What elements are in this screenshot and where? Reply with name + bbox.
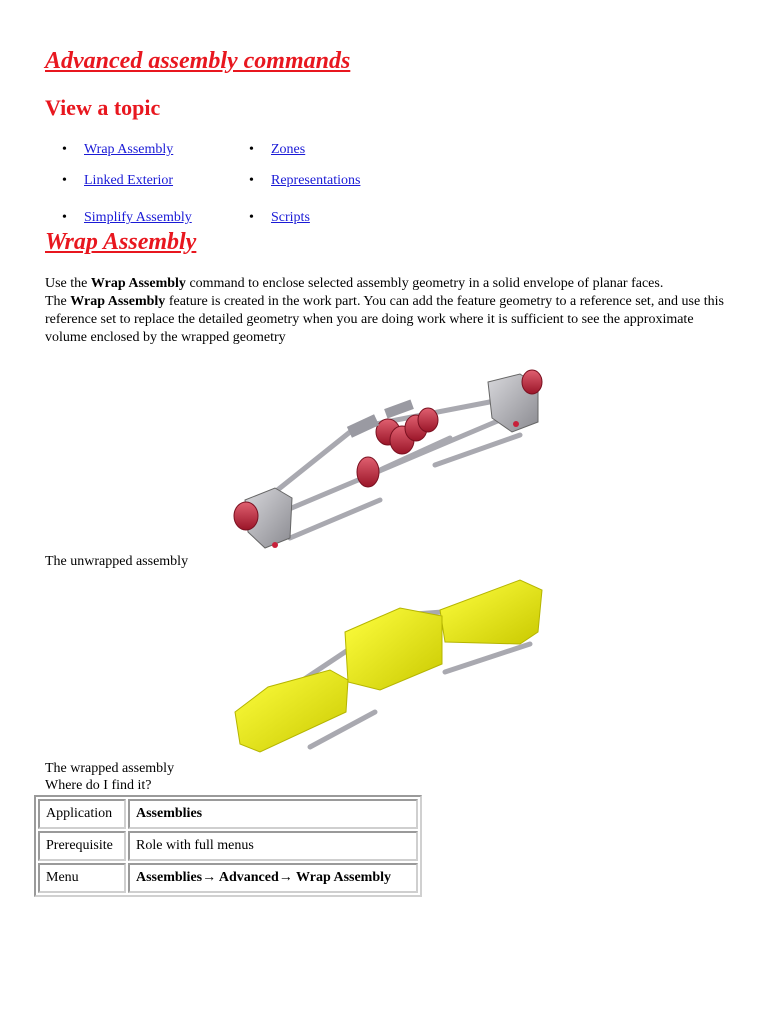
caption-unwrapped: The unwrapped assembly [45,554,189,569]
list-item: • Linked Exterior [62,173,174,188]
topic-link-simplify-assembly[interactable]: Simplify Assembly [84,210,192,225]
list-item: • Wrap Assembly [62,142,174,157]
table-row [38,799,418,829]
list-item: • Simplify Assembly [62,210,192,225]
table-value: Role with full menus [128,831,418,861]
topic-link-zones[interactable]: Zones [271,142,306,157]
list-item: • Scripts [249,210,310,225]
intro-paragraph: Use the Wrap Assembly command to enclose selected assembly geometry in a solid envelope of planar faces. The Wrap Assembly feature is created in the work part. You can add the feature geometry to a reference set, and use this reference set to replace the detailed geometry when you are doing work where it is sufficient to see the approximate volume enclosed by the wrapped geometry [45,276,724,345]
section-heading-wrap-assembly: Wrap Assembly [45,229,197,255]
table-row [38,831,418,861]
wrapped-assembly-image [220,572,560,762]
caption-where: Where do I find it? [45,778,152,793]
topic-link-linked-exterior[interactable]: Linked Exterior [84,173,174,188]
table-label: Prerequisite [38,831,126,861]
table-value: Assemblies→ Advanced→ Wrap Assembly [128,863,418,893]
caption-wrapped: The wrapped assembly [45,761,175,776]
table-row [38,863,418,893]
table-value: Assemblies [128,799,418,829]
location-table [34,795,422,897]
topic-link-wrap-assembly[interactable]: Wrap Assembly [84,142,174,157]
page-title: Advanced assembly commands [45,48,351,74]
topic-link-scripts[interactable]: Scripts [271,210,310,225]
topic-link-representations[interactable]: Representations [271,173,361,188]
list-item: • Zones [249,142,306,157]
table-label: Menu [38,863,126,893]
view-topic-heading: View a topic [45,95,161,120]
list-item: • Representations [249,173,361,188]
unwrapped-assembly-image [220,360,560,550]
table-label: Application [38,799,126,829]
